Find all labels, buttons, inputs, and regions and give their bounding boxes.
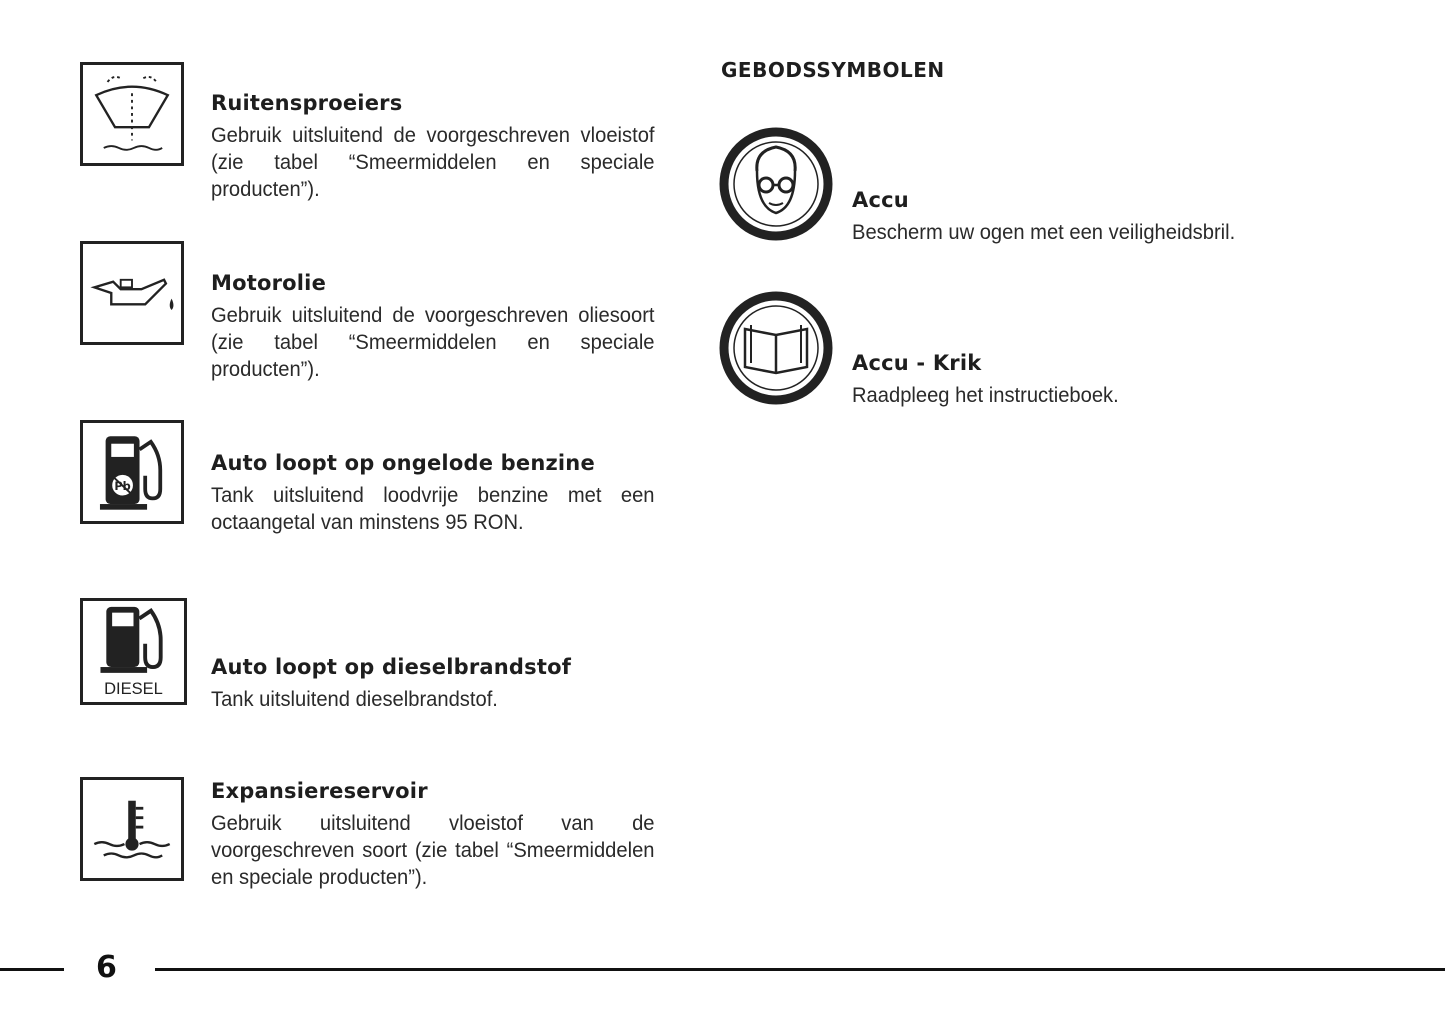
entry-title: Accu	[852, 188, 909, 212]
entry-motorolie	[211, 270, 673, 383]
entry-title: Expansiereservoir	[211, 779, 428, 803]
entry-title: Ruitensproeiers	[211, 91, 403, 115]
entry-title: Accu - Krik	[852, 351, 982, 375]
diesel-fuel-pump-icon	[80, 598, 187, 705]
pb-label: Pb	[114, 479, 131, 493]
unleaded-fuel-pump-icon	[80, 420, 184, 524]
entry-text: Bescherm uw ogen met een veiligheidsbril.	[852, 221, 1236, 244]
coolant-temperature-icon	[80, 777, 184, 881]
entry-text: Gebruik uitsluitend de voorgeschreven oliesoort (zie tabel “Smeermiddelen en speciale producten”).	[211, 304, 655, 381]
safety-goggles-face-icon	[719, 127, 833, 241]
entry-text: Gebruik uitsluitend vloeistof van de voorgeschreven soort (zie tabel “Smeermiddelen en speciale producten”).	[211, 812, 655, 889]
entry-text: Raadpleeg het instructieboek.	[852, 384, 1119, 407]
footer-rule-left	[0, 968, 64, 971]
entry-expansiereservoir	[211, 778, 673, 891]
section-heading: GEBODSSYMBOLEN	[721, 58, 945, 82]
entry-title: Auto loopt op dieselbrandstof	[211, 655, 572, 679]
entry-text: Gebruik uitsluitend de voorgeschreven vloeistof (zie tabel “Smeermiddelen en speciale producten”).	[211, 124, 655, 201]
entry-text: Tank uitsluitend dieselbrandstof.	[211, 688, 498, 711]
diesel-label: DIESEL	[104, 680, 163, 699]
instruction-book-icon	[719, 291, 833, 405]
entry-ruitensproeiers	[211, 90, 673, 203]
windscreen-washer-icon	[80, 62, 184, 166]
entry-title: Motorolie	[211, 271, 327, 295]
entry-accu	[852, 187, 1372, 246]
oil-can-icon	[80, 241, 184, 345]
footer-rule-right	[155, 968, 1445, 971]
entry-dieselbrandstof	[211, 654, 673, 713]
page-number: 6	[96, 950, 117, 985]
entry-text: Tank uitsluitend loodvrije benzine met een octaangetal van minstens 95 RON.	[211, 484, 655, 534]
entry-ongelode-benzine	[211, 450, 673, 536]
entry-title: Auto loopt op ongelode benzine	[211, 451, 595, 475]
entry-accu-krik	[852, 350, 1372, 409]
